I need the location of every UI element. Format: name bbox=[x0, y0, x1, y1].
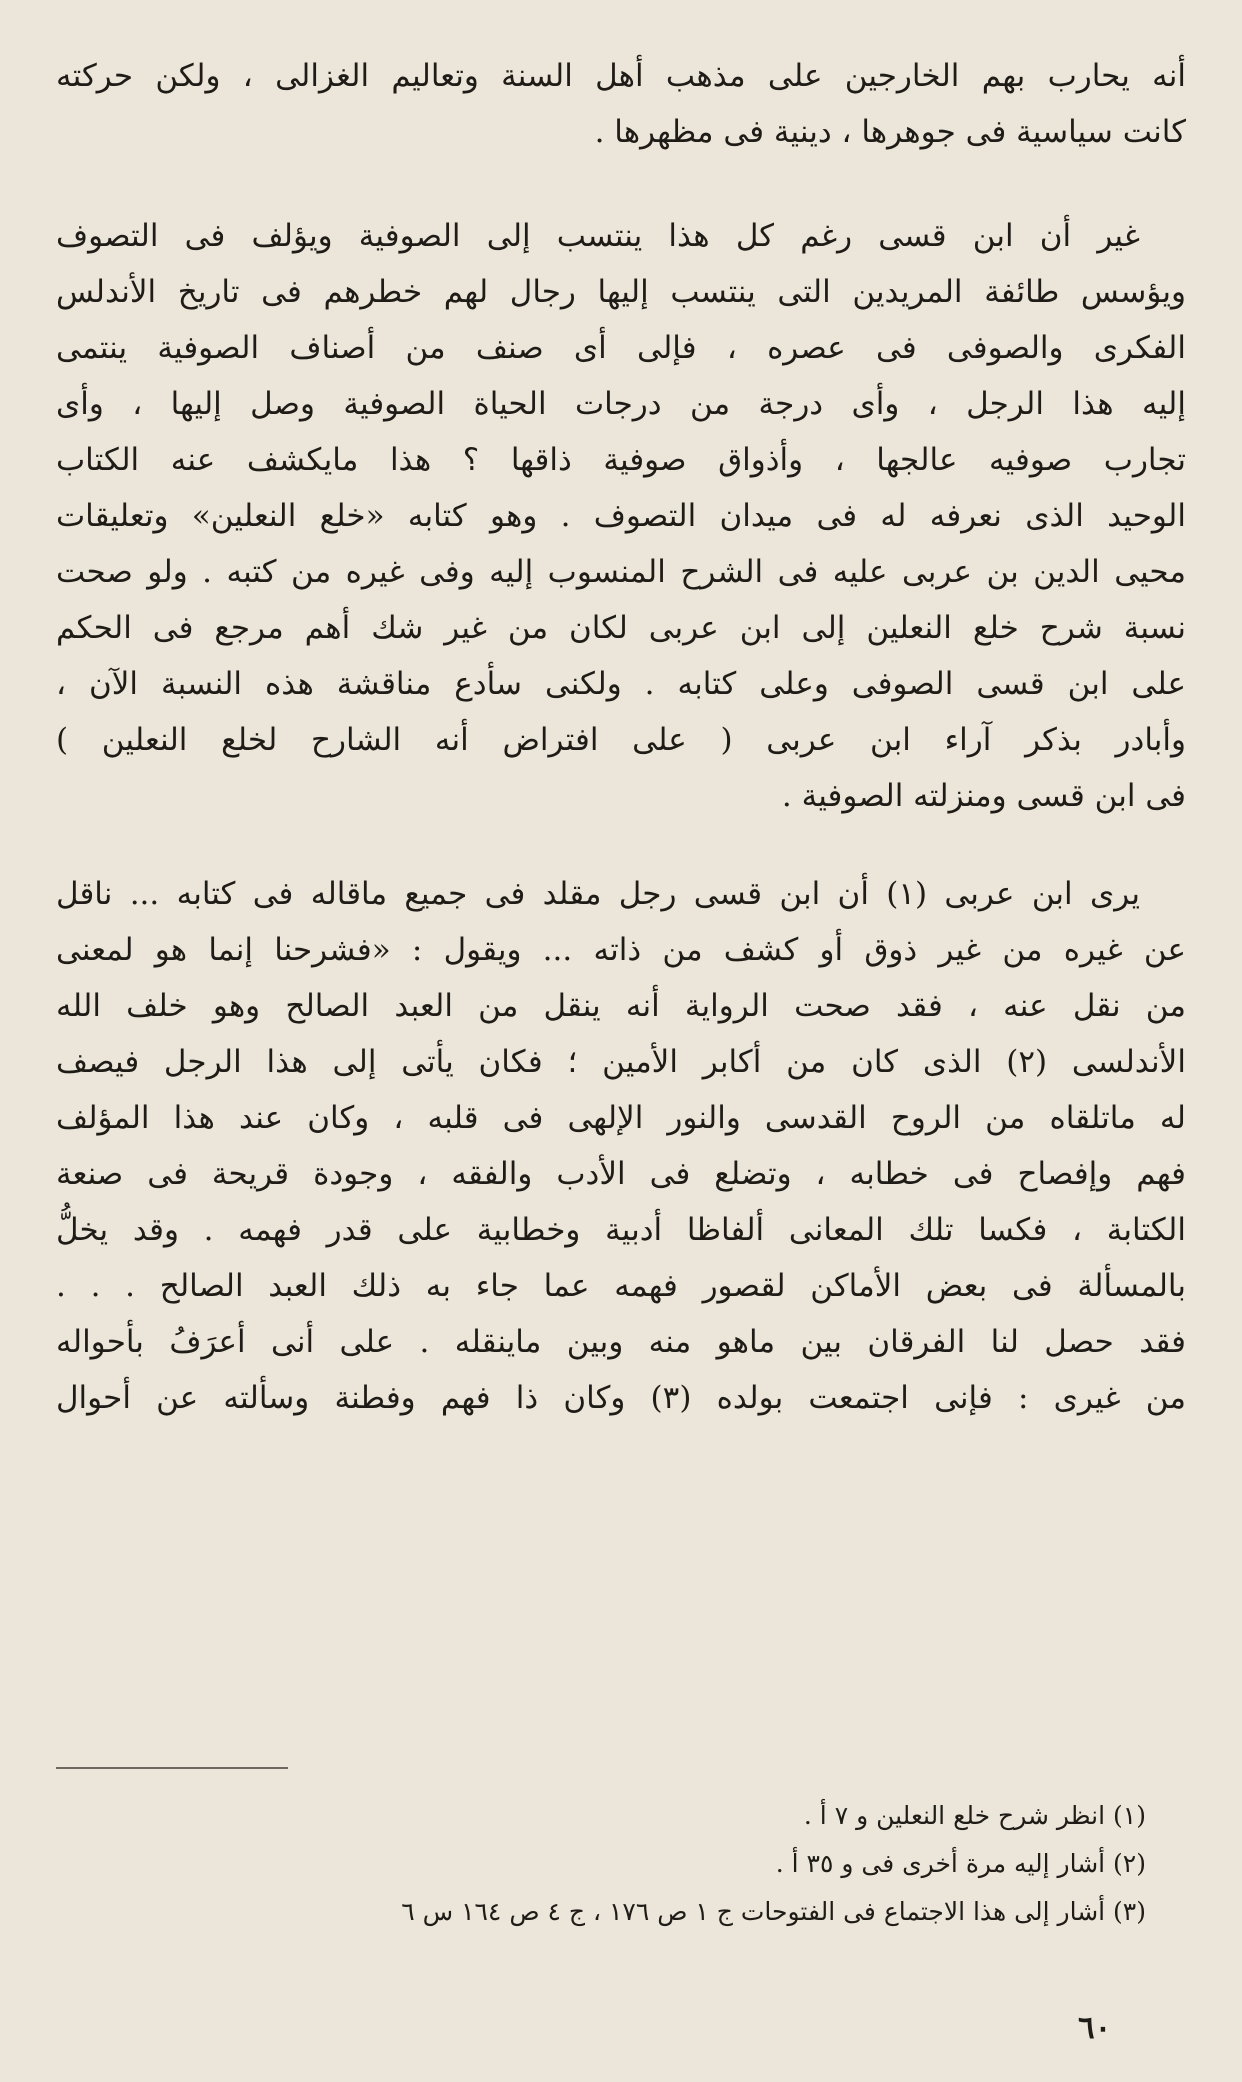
footnote-1: (١) انظر شرح خلع النعلين و ٧ أ . bbox=[803, 1801, 1146, 1830]
text-line: فى ابن قسى ومنزلته الصوفية . bbox=[781, 778, 1186, 814]
text-line: إليه هذا الرجل ، وأى درجة من درجات الحياة الصوفية وصل إليها ، وأى bbox=[56, 386, 1186, 422]
text-line: فهم وإفصاح فى خطابه ، وتضلع فى الأدب والفقه ، وجودة قريحة فى صنعة bbox=[56, 1156, 1186, 1192]
footnote-3: (٣) أشار إلى هذا الاجتماع فى الفتوحات ج ١ ص ١٧٦ ، ج ٤ ص ١٦٤ س ٦ bbox=[401, 1897, 1146, 1926]
text-line: فقد حصل لنا الفرقان بين ماهو منه وبين ماينقله . على أنى أعرَفُ بأحواله bbox=[56, 1324, 1186, 1360]
text-line: بالمسألة فى بعض الأماكن لقصور فهمه عما جاء به ذلك العبد الصالح . . . bbox=[56, 1268, 1186, 1304]
text-line: الكتابة ، فكسا تلك المعانى ألفاظا أدبية وخطابية على قدر فهمه . وقد يخلُّ bbox=[56, 1212, 1186, 1248]
text-line: له ماتلقاه من الروح القدسى والنور الإلهى فى قلبه ، وكان عند هذا المؤلف bbox=[56, 1100, 1186, 1136]
text-line: الفكرى والصوفى فى عصره ، فإلى أى صنف من أصناف الصوفية ينتمى bbox=[56, 330, 1186, 366]
text-line: من غيرى : فإنى اجتمعت بولده (٣) وكان ذا فهم وفطنة وسألته عن أحوال bbox=[56, 1380, 1186, 1416]
text-line: ويؤسس طائفة المريدين التى ينتسب إليها رجال لهم خطرهم فى تاريخ الأندلس bbox=[56, 274, 1186, 310]
text-line: وأبادر بذكر آراء ابن عربى ( على افتراض أنه الشارح لخلع النعلين ) bbox=[56, 722, 1186, 758]
text-line: عن غيره من غير ذوق أو كشف من ذاته ... ويقول : «فشرحنا إنما هو لمعنى bbox=[56, 932, 1186, 968]
text-line: كانت سياسية فى جوهرها ، دينية فى مظهرها . bbox=[594, 114, 1186, 150]
text-line: أنه يحارب بهم الخارجين على مذهب أهل السنة وتعاليم الغزالى ، ولكن حركته bbox=[56, 58, 1186, 94]
paragraph-3 bbox=[56, 866, 1186, 1426]
text-line: تجارب صوفيه عالجها ، وأذواق صوفية ذاقها ؟ هذا مايكشف عنه الكتاب bbox=[56, 442, 1186, 478]
footnote-2: (٢) أشار إليه مرة أخرى فى و ٣٥ أ . bbox=[775, 1849, 1146, 1878]
text-line: نسبة شرح خلع النعلين إلى ابن عربى لكان من غير شك أهم مرجع فى الحكم bbox=[56, 610, 1186, 646]
page-number: ٦٠ bbox=[1078, 2010, 1112, 2046]
paragraph-gap bbox=[56, 824, 1186, 866]
text-line: الأندلسى (٢) الذى كان من أكابر الأمين ؛ فكان يأتى إلى هذا الرجل فيصف bbox=[56, 1044, 1186, 1080]
paragraph-1 bbox=[56, 48, 1186, 160]
paragraph-gap bbox=[56, 160, 1186, 208]
text-line: من نقل عنه ، فقد صحت الرواية أنه ينقل من العبد الصالح وهو خلف الله bbox=[56, 988, 1186, 1024]
paragraph-2 bbox=[56, 208, 1186, 824]
text-line: على ابن قسى الصوفى وعلى كتابه . ولكنى سأدع مناقشة هذه النسبة الآن ، bbox=[56, 666, 1186, 702]
text-line: محيى الدين بن عربى عليه فى الشرح المنسوب إليه وفى غيره من كتبه . ولو صحت bbox=[56, 554, 1186, 590]
footnote-separator bbox=[56, 1767, 1186, 1769]
footnotes bbox=[56, 1792, 1146, 1936]
text-line: يرى ابن عربى (١) أن ابن قسى رجل مقلد فى جميع ماقاله فى كتابه ... ناقل bbox=[56, 876, 1140, 912]
text-line: الوحيد الذى نعرفه له فى ميدان التصوف . وهو كتابه «خلع النعلين» وتعليقات bbox=[56, 498, 1186, 534]
text-line: غير أن ابن قسى رغم كل هذا ينتسب إلى الصوفية ويؤلف فى التصوف bbox=[56, 218, 1140, 254]
footnote-rule bbox=[56, 1767, 288, 1769]
